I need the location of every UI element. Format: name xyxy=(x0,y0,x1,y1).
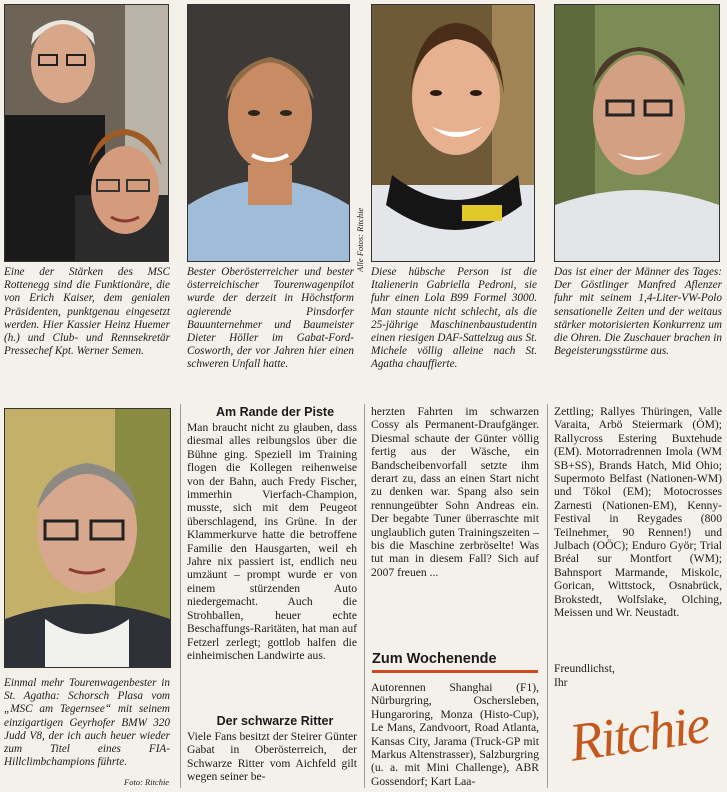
caption-kaiser: Eine der Stärken des MSC Rottenegg sind die Funktionäre, die von Erich Kaiser, dem genialen Präsidenten, punktgenau eingesetzt werden. Hier Kassier Heinz Huemer (h.) und Club- und Rennsekretär Pressechef Kpt. Werner Semen. xyxy=(4,266,170,358)
photo-hoeller xyxy=(187,4,350,262)
greeting: Freundlichst, xyxy=(554,662,615,675)
greeting-ihr: Ihr xyxy=(554,676,568,689)
article-text-wochenende-continued: Zettling; Rallyes Thüringen, Valle Varaita, Arbö Steiermark (ÖM); Rallycross Estering Buxtehude (EM). Motorradrennen Imola (WM SB+SS), Brands Hatch, Mid Ohio; Supermoto Belfast (Nationen-WM) und Tökol (EM); Motocrosses Zarnesti (Nationen-EM), Kenny-Festival in Reygades (800 Teilnehmer, 90 Rennen!) und Julbach (OÖC); Enduro Györ; Trial Bréal sur Montfort (WM); Bahnsport Marmande, Miskolc, Gorican, Wittstock, Osnabrück, Brokstedt, Wolfslake, Olching, Meissen und Wr. Neustadt. xyxy=(554,405,722,620)
article-text-rande: Man braucht nicht zu glauben, dass diesmal alles reibungslos über die Bühne ging. Speziell im Training flogen die Kollegen reihenweise von der Bahn, auch Fredy Fischer, immerhin Vierfach-Champion, musste, sich mit dem Peugeot überschlagend, ins Grüne. In der Klammerkurve hatte die betroffene Familie den Hausgarten, weil eh Jahre nix passiert ist, endlich neu umzäunt – prompt wurde er von einem stürzenden Auto niedergemacht. Auch die Strohballen, heuer echte Beschaffungs-Raritäten, hat man auf Fetzerl zerlegt; gottlob halfen die einheimischen Landwirte aus. xyxy=(187,421,357,662)
caption-hoeller: Bester Oberösterreicher und bester österreichischer Tourenwagenpilot wurde der derzeit in Höchstform agierende Pinsdorfer Bauunternehmer und Baumeister Dieter Höller im Gabat-Ford-Cosworth, der vor Jahren hier einen schweren Unfall hatte. xyxy=(187,266,354,371)
photo-credit-vertical: Alle Fotos: Ritchie xyxy=(355,207,365,272)
article-text-wochenende: Autorennen Shanghai (F1), Nürburgring, Oschersleben, Hungaroring, Monza (Histo-Cup), Le Mans, Zandvoort, Road Atlanta, Kansas City, Jarama (Truck-GP mit Markus Altenstrasser), Salzburgring (u. a. mit Mini Challenge), ABR Gossendorf; Kart Laa- xyxy=(371,681,539,788)
article-heading-rande: Am Rande der Piste xyxy=(215,405,335,419)
photo-pedroni xyxy=(371,4,535,262)
photo-credit-small: Foto: Ritchie xyxy=(124,777,170,787)
article-text-ritter: Viele Fans besitzt der Steirer Günter Gabat in Oberösterreich, der Schwarze Ritter vom Aichfeld gilt wegen seiner be- xyxy=(187,730,357,784)
photo-plasa xyxy=(4,408,171,668)
section-heading-wochenende: Zum Wochenende xyxy=(372,651,497,667)
article-text-ritter-continued: herzten Fahrten im schwarzen Cossy als Permanent-Draufgänger. Diesmal schaute der Günter völlig fertig aus der Wäsche, ein Bandscheibenvorfall setzte ihm derart zu, dass an einen Start nicht zu denken war. Spang also sein rennungeübter Sohn Andreas ein. Der begabte Tuner überraschte mit unglaublich guten Trainingszeiten – bis die Maschine zerbröselte! Was tut man in diesem Fall? Sich auf 2007 freuen ... xyxy=(371,405,539,579)
caption-pedroni: Diese hübsche Person ist die Italienerin Gabriella Pedroni, sie fuhr einen Lola B99 Formel 3000. Man staunte nicht schlecht, als die 25-jährige Maschinenbaustudentin einen riesigen DAF-Sattelzug aus St. Michele völlig alleine nach St. Agatha chauffierte. xyxy=(371,266,537,371)
photo-kaiser-semen xyxy=(4,4,169,262)
caption-aflenzer: Das ist einer der Männer des Tages: Der Göstlinger Manfred Aflenzer fuhr mit seinem 1,4-Liter-VW-Polo sensationelle Zeiten und der weitaus stärker motorisierten Konkurrenz um die Ohren. Die Zuschauer brachen in Begeisterungsstürme aus. xyxy=(554,266,722,358)
section-heading-underline xyxy=(372,670,538,673)
column-divider xyxy=(547,404,548,788)
photo-aflenzer xyxy=(554,4,720,262)
column-divider xyxy=(180,404,181,788)
caption-plasa: Einmal mehr Tourenwagenbester in St. Agatha: Schorsch Plasa vom „MSC am Tegernsee“ mit seinem einzigartigen Geyrhofer BMW 320 Judd V8, der ich auch heuer wieder zum Titel eines FIA-Hillclimbchampions führte. xyxy=(4,677,170,769)
article-heading-ritter: Der schwarze Ritter xyxy=(216,714,334,728)
column-divider xyxy=(364,404,365,788)
signature: Ritchie xyxy=(565,693,712,773)
